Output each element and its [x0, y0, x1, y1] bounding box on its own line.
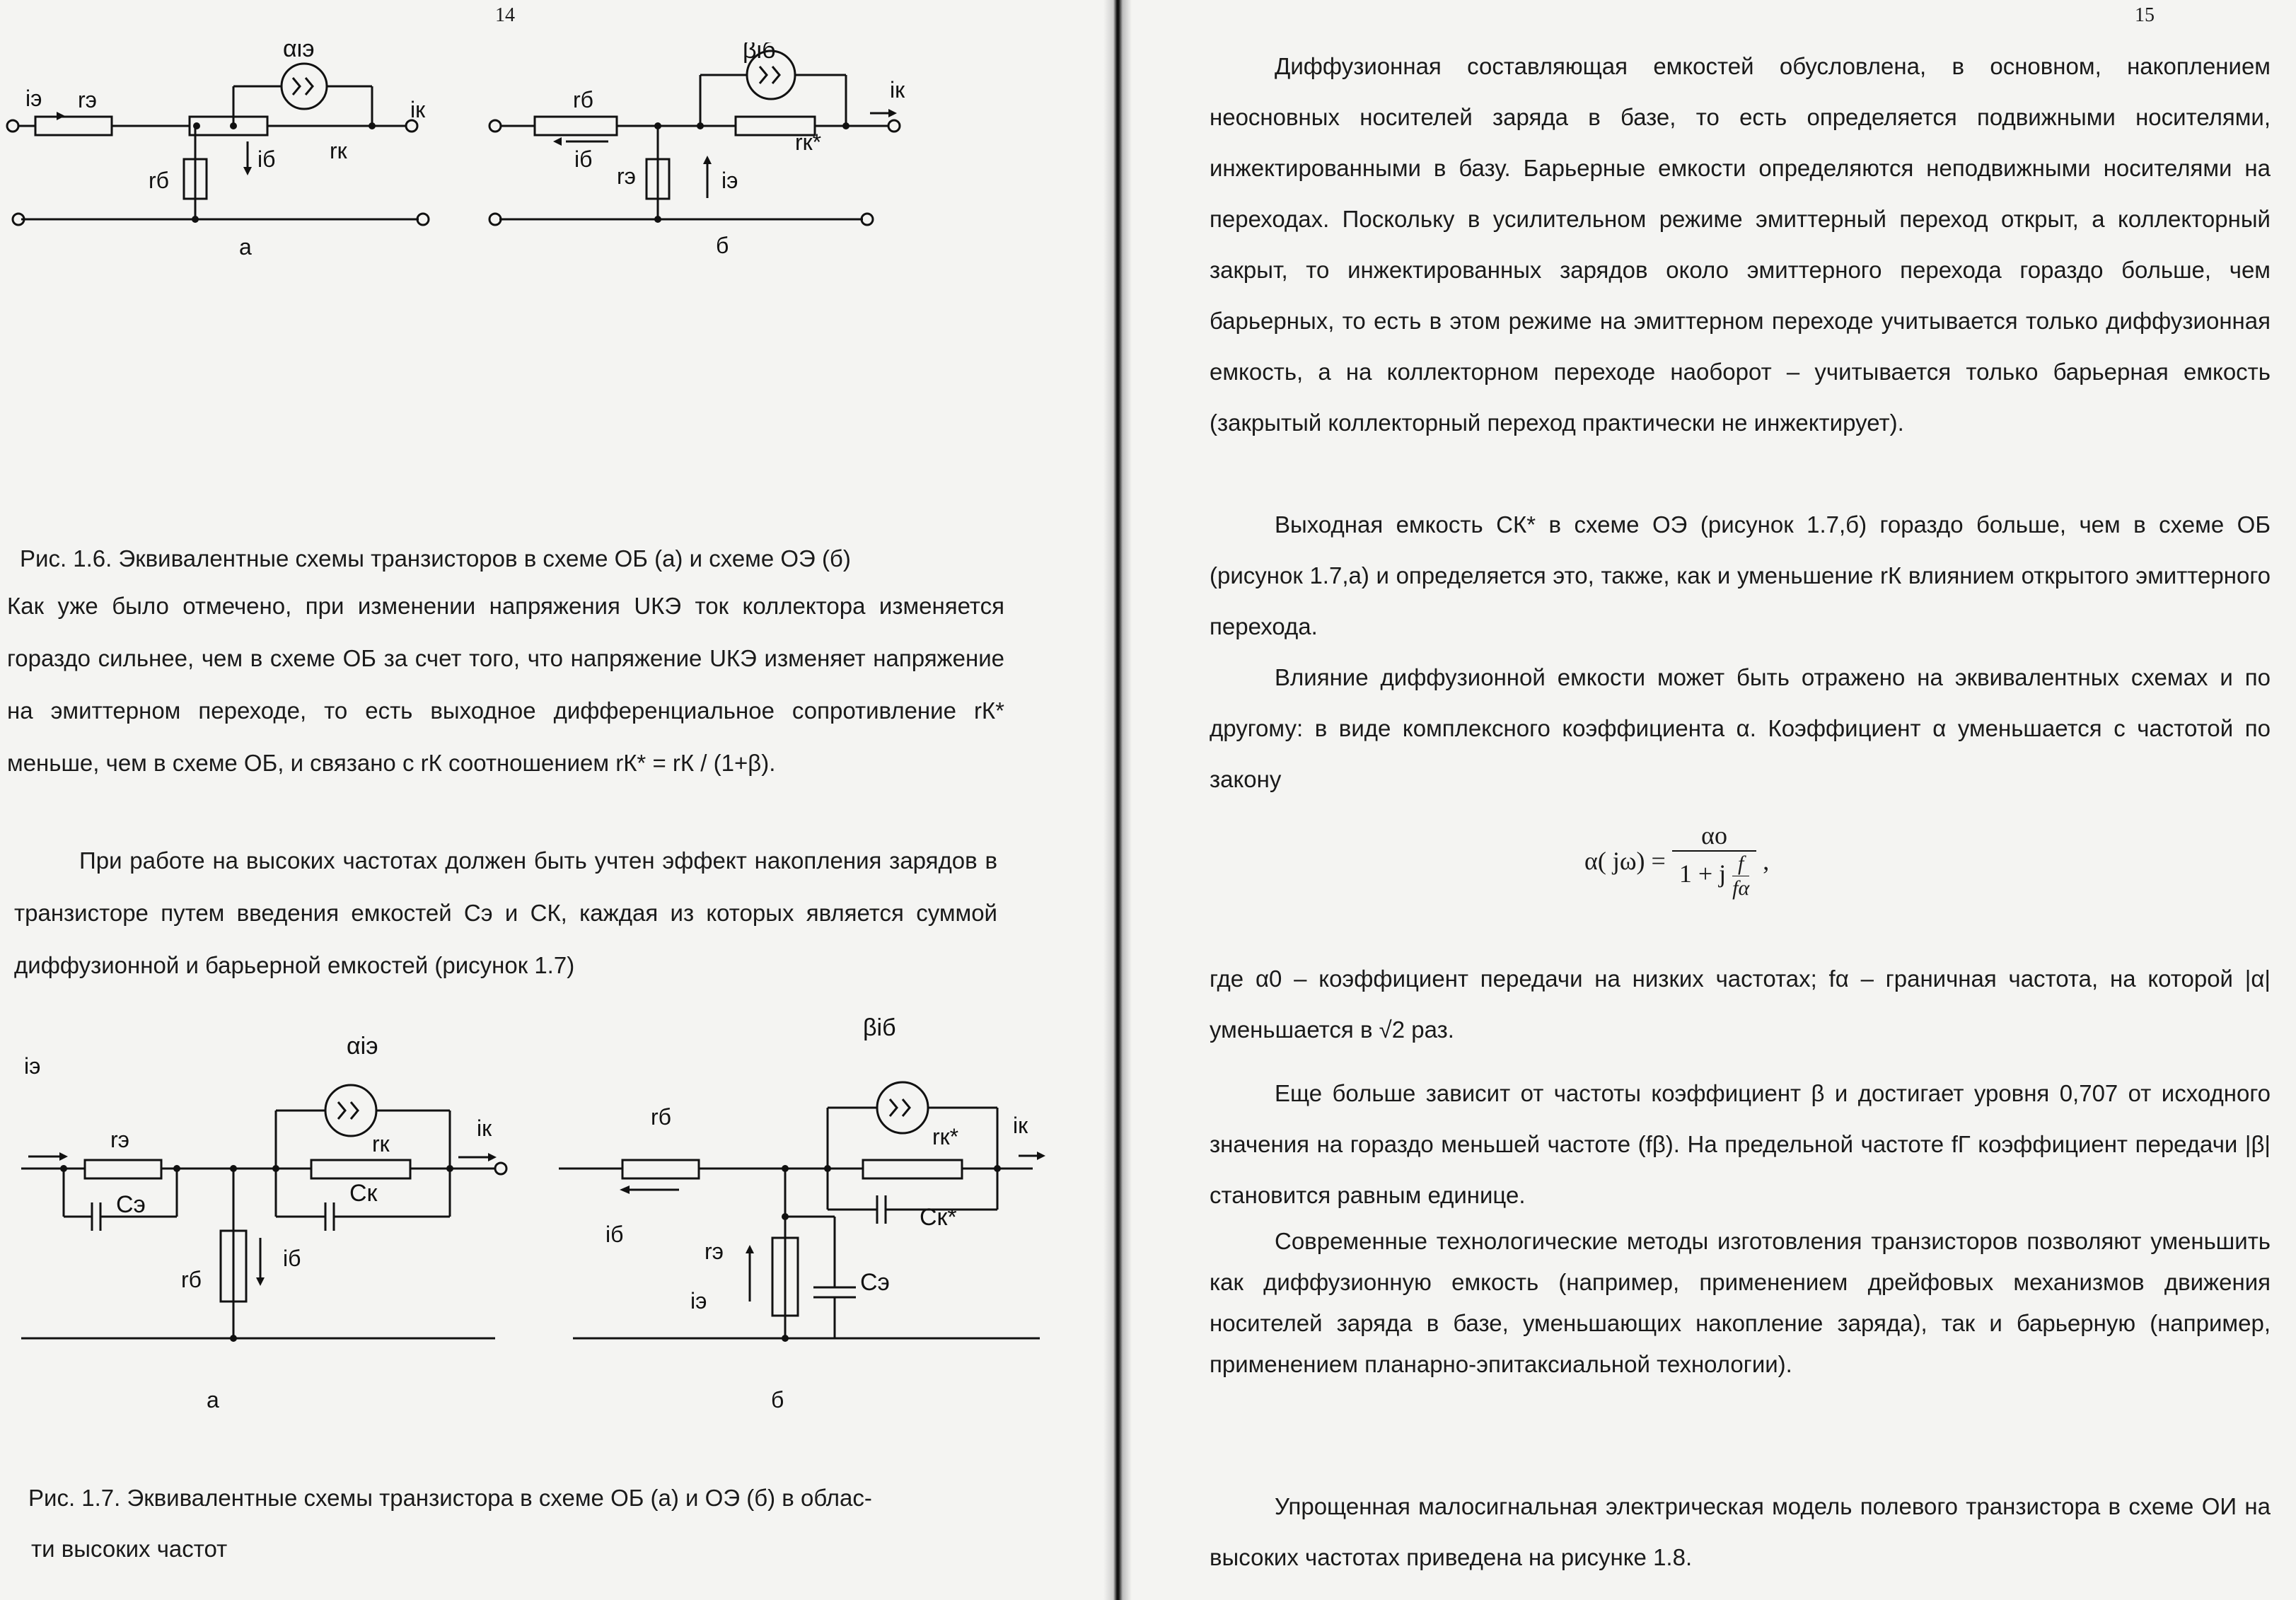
- subfigure-b-label: б: [771, 1387, 784, 1413]
- formula-inner-num: f: [1732, 852, 1749, 876]
- figure-1-7-caption-line-1: Рис. 1.7. Эквивалентные схемы транзистора в схеме ОБ (а) и ОЭ (б) в облас-: [28, 1485, 872, 1511]
- terminal: [862, 214, 873, 225]
- current-source-alpha: [282, 64, 327, 109]
- label-alpha-ie: αiэ: [347, 1033, 378, 1060]
- label-ib: iб: [257, 146, 276, 172]
- formula-numerator: αo: [1672, 821, 1756, 852]
- label-ik: iк: [890, 77, 905, 103]
- terminal: [489, 120, 501, 132]
- figure-1-7: [0, 1004, 1103, 1461]
- terminal: [888, 120, 900, 132]
- figure-1-7-caption-line-2: ти высоких частот: [31, 1536, 228, 1562]
- resistor-rk: [190, 117, 267, 135]
- right-paragraph-5: Еще больше зависит от частоты коэффициент β и достигает уровня 0,707 от исходного значения на гораздо меньшей частоте (fβ). На предельной частоте fГ коэффициент передачи |β| становится равным единице.: [1210, 1080, 2271, 1208]
- right-paragraph-1: Диффузионная составляющая емкостей обусловлена, в основном, накоплением неосновных носителей заряда в базе, то есть определяется подвижными носителями, инжектированными в базу. Барьерные емкости определяются неподвижными носителями на переходах. Поскольку в усилительном режиме эмиттерный переход открыт, а коллекторный закрыт, то инжектированных зарядов около эмиттерного перехода гораздо больше, чем барьерных, то есть в этом режиме на эмиттерном переходе учитывается только диффузионная емкость, а на коллекторном переходе наоборот – учитывается только барьерная емкость (закрытый коллекторный переход практически не инжектирует).: [1210, 53, 2271, 436]
- label-beta-ib: βiб: [743, 42, 776, 64]
- label-rb: rб: [573, 87, 593, 112]
- alpha-frequency-formula: [1584, 821, 1769, 900]
- current-source-alpha: [325, 1085, 376, 1136]
- resistor-re: [35, 117, 112, 135]
- label-ck: Cк: [349, 1180, 378, 1207]
- resistor-re: [85, 1160, 161, 1178]
- label-re: rэ: [110, 1127, 129, 1152]
- label-alpha-ie: αiэ: [283, 42, 315, 62]
- resistor-rb: [535, 117, 617, 135]
- formula-inner-den: fα: [1732, 876, 1750, 900]
- label-rk-star: rк*: [932, 1124, 959, 1149]
- left-paragraph-1: Как уже было отмечено, при изменении напряжения UКЭ ток коллектора изменяется гораздо сильнее, чем в схеме ОБ за счет того, что напряжение UКЭ изменяет напряжение на эмиттерном переходе, то есть выходное дифференциальное сопротивление rК* меньше, чем в схеме ОБ, и связано с rК соотношением rК* = rК / (1+β).: [7, 593, 1004, 776]
- label-ck-star: Cк*: [920, 1204, 957, 1231]
- label-ce: Cэ: [116, 1191, 146, 1218]
- terminal: [489, 214, 501, 225]
- left-page: [0, 0, 1103, 1600]
- label-ie: iэ: [24, 1053, 41, 1079]
- figure-1-6: [0, 42, 1103, 272]
- right-paragraph-4: где α0 – коэффициент передачи на низких частотах; fα – граничная частота, на которой |α| уменьшается в √2 раз.: [1210, 966, 2271, 1043]
- label-ie: iэ: [25, 86, 42, 111]
- subfigure-a-label: а: [239, 234, 252, 260]
- resistor-rk-star: [863, 1160, 962, 1178]
- page-number: 15: [2135, 4, 2155, 26]
- label-rb: rб: [181, 1267, 202, 1292]
- figure-1-6-diagram: [0, 42, 1103, 269]
- terminal: [7, 120, 18, 132]
- label-rb: rб: [149, 168, 169, 193]
- current-source-beta: [877, 1082, 928, 1133]
- label-ib: iб: [283, 1246, 301, 1271]
- label-ce: Cэ: [860, 1269, 890, 1296]
- figure-1-7-diagram: [0, 1004, 1103, 1457]
- label-rk-star: rк*: [795, 129, 822, 155]
- label-beta-ib: βiб: [863, 1014, 896, 1041]
- label-ik: iк: [477, 1115, 492, 1141]
- right-paragraph-2: Выходная емкость CК* в схеме ОЭ (рисунок 1.7,б) гораздо больше, чем в схеме ОБ (рисунок 1.7,а) и определяется это, также, как и уменьшение rК влиянием открытого эмиттерного перехода.: [1210, 511, 2271, 639]
- formula-den-prefix: 1 + j: [1678, 859, 1727, 888]
- right-paragraph-6: Современные технологические методы изготовления транзисторов позволяют уменьшить как диффузионную емкость (например, применением дрейфовых механизмов движения носителей заряда в базе, уменьшающих накопление заряда), так и барьерную (например, применением планарно-эпитаксиальной технологии).: [1210, 1228, 2271, 1377]
- label-re: rэ: [78, 87, 97, 112]
- label-ik: iк: [410, 97, 426, 122]
- label-rk: rк: [372, 1131, 390, 1156]
- right-page: [1132, 0, 2296, 1600]
- label-rb: rб: [651, 1104, 671, 1130]
- label-ik: iк: [1013, 1113, 1028, 1138]
- formula-lhs: α( jω) =: [1584, 846, 1666, 875]
- label-ie: iэ: [721, 168, 738, 193]
- page-number: 14: [495, 4, 515, 26]
- label-ib: iб: [574, 146, 593, 172]
- formula-denominator: [1672, 852, 1756, 900]
- terminal: [495, 1163, 506, 1174]
- subfigure-b-label: б: [716, 233, 729, 258]
- formula-tail: ,: [1763, 846, 1770, 875]
- left-paragraph-2: При работе на высоких частотах должен быть учтен эффект накопления зарядов в транзисторе путем введения емкостей Cэ и CК, каждая из которых является суммой диффузионной и барьерной емкостей (рисунок 1.7): [14, 847, 997, 978]
- resistor-rb: [622, 1160, 699, 1178]
- label-re: rэ: [705, 1239, 724, 1264]
- book-spine: [1103, 0, 1132, 1600]
- resistor-rk: [311, 1160, 410, 1178]
- label-rk: rк: [330, 138, 347, 163]
- label-re: rэ: [617, 163, 636, 189]
- formula-fraction: [1672, 821, 1756, 900]
- formula-inner-fraction: [1732, 852, 1749, 900]
- terminal: [417, 214, 429, 225]
- right-paragraph-7: Упрощенная малосигнальная электрическая модель полевого транзистора в схеме ОИ на высоких частотах приведена на рисунке 1.8.: [1210, 1493, 2271, 1570]
- label-ib: iб: [605, 1222, 624, 1247]
- figure-1-6-caption: Рис. 1.6. Эквивалентные схемы транзисторов в схеме ОБ (а) и схеме ОЭ (б): [20, 545, 851, 572]
- subfigure-a-label: а: [207, 1387, 219, 1413]
- label-ie: iэ: [690, 1288, 707, 1314]
- right-paragraph-3: Влияние диффузионной емкости может быть отражено на эквивалентных схемах и по другому: в виде комплексного коэффициента α. Коэффициент α уменьшается с частотой по закону: [1210, 664, 2271, 792]
